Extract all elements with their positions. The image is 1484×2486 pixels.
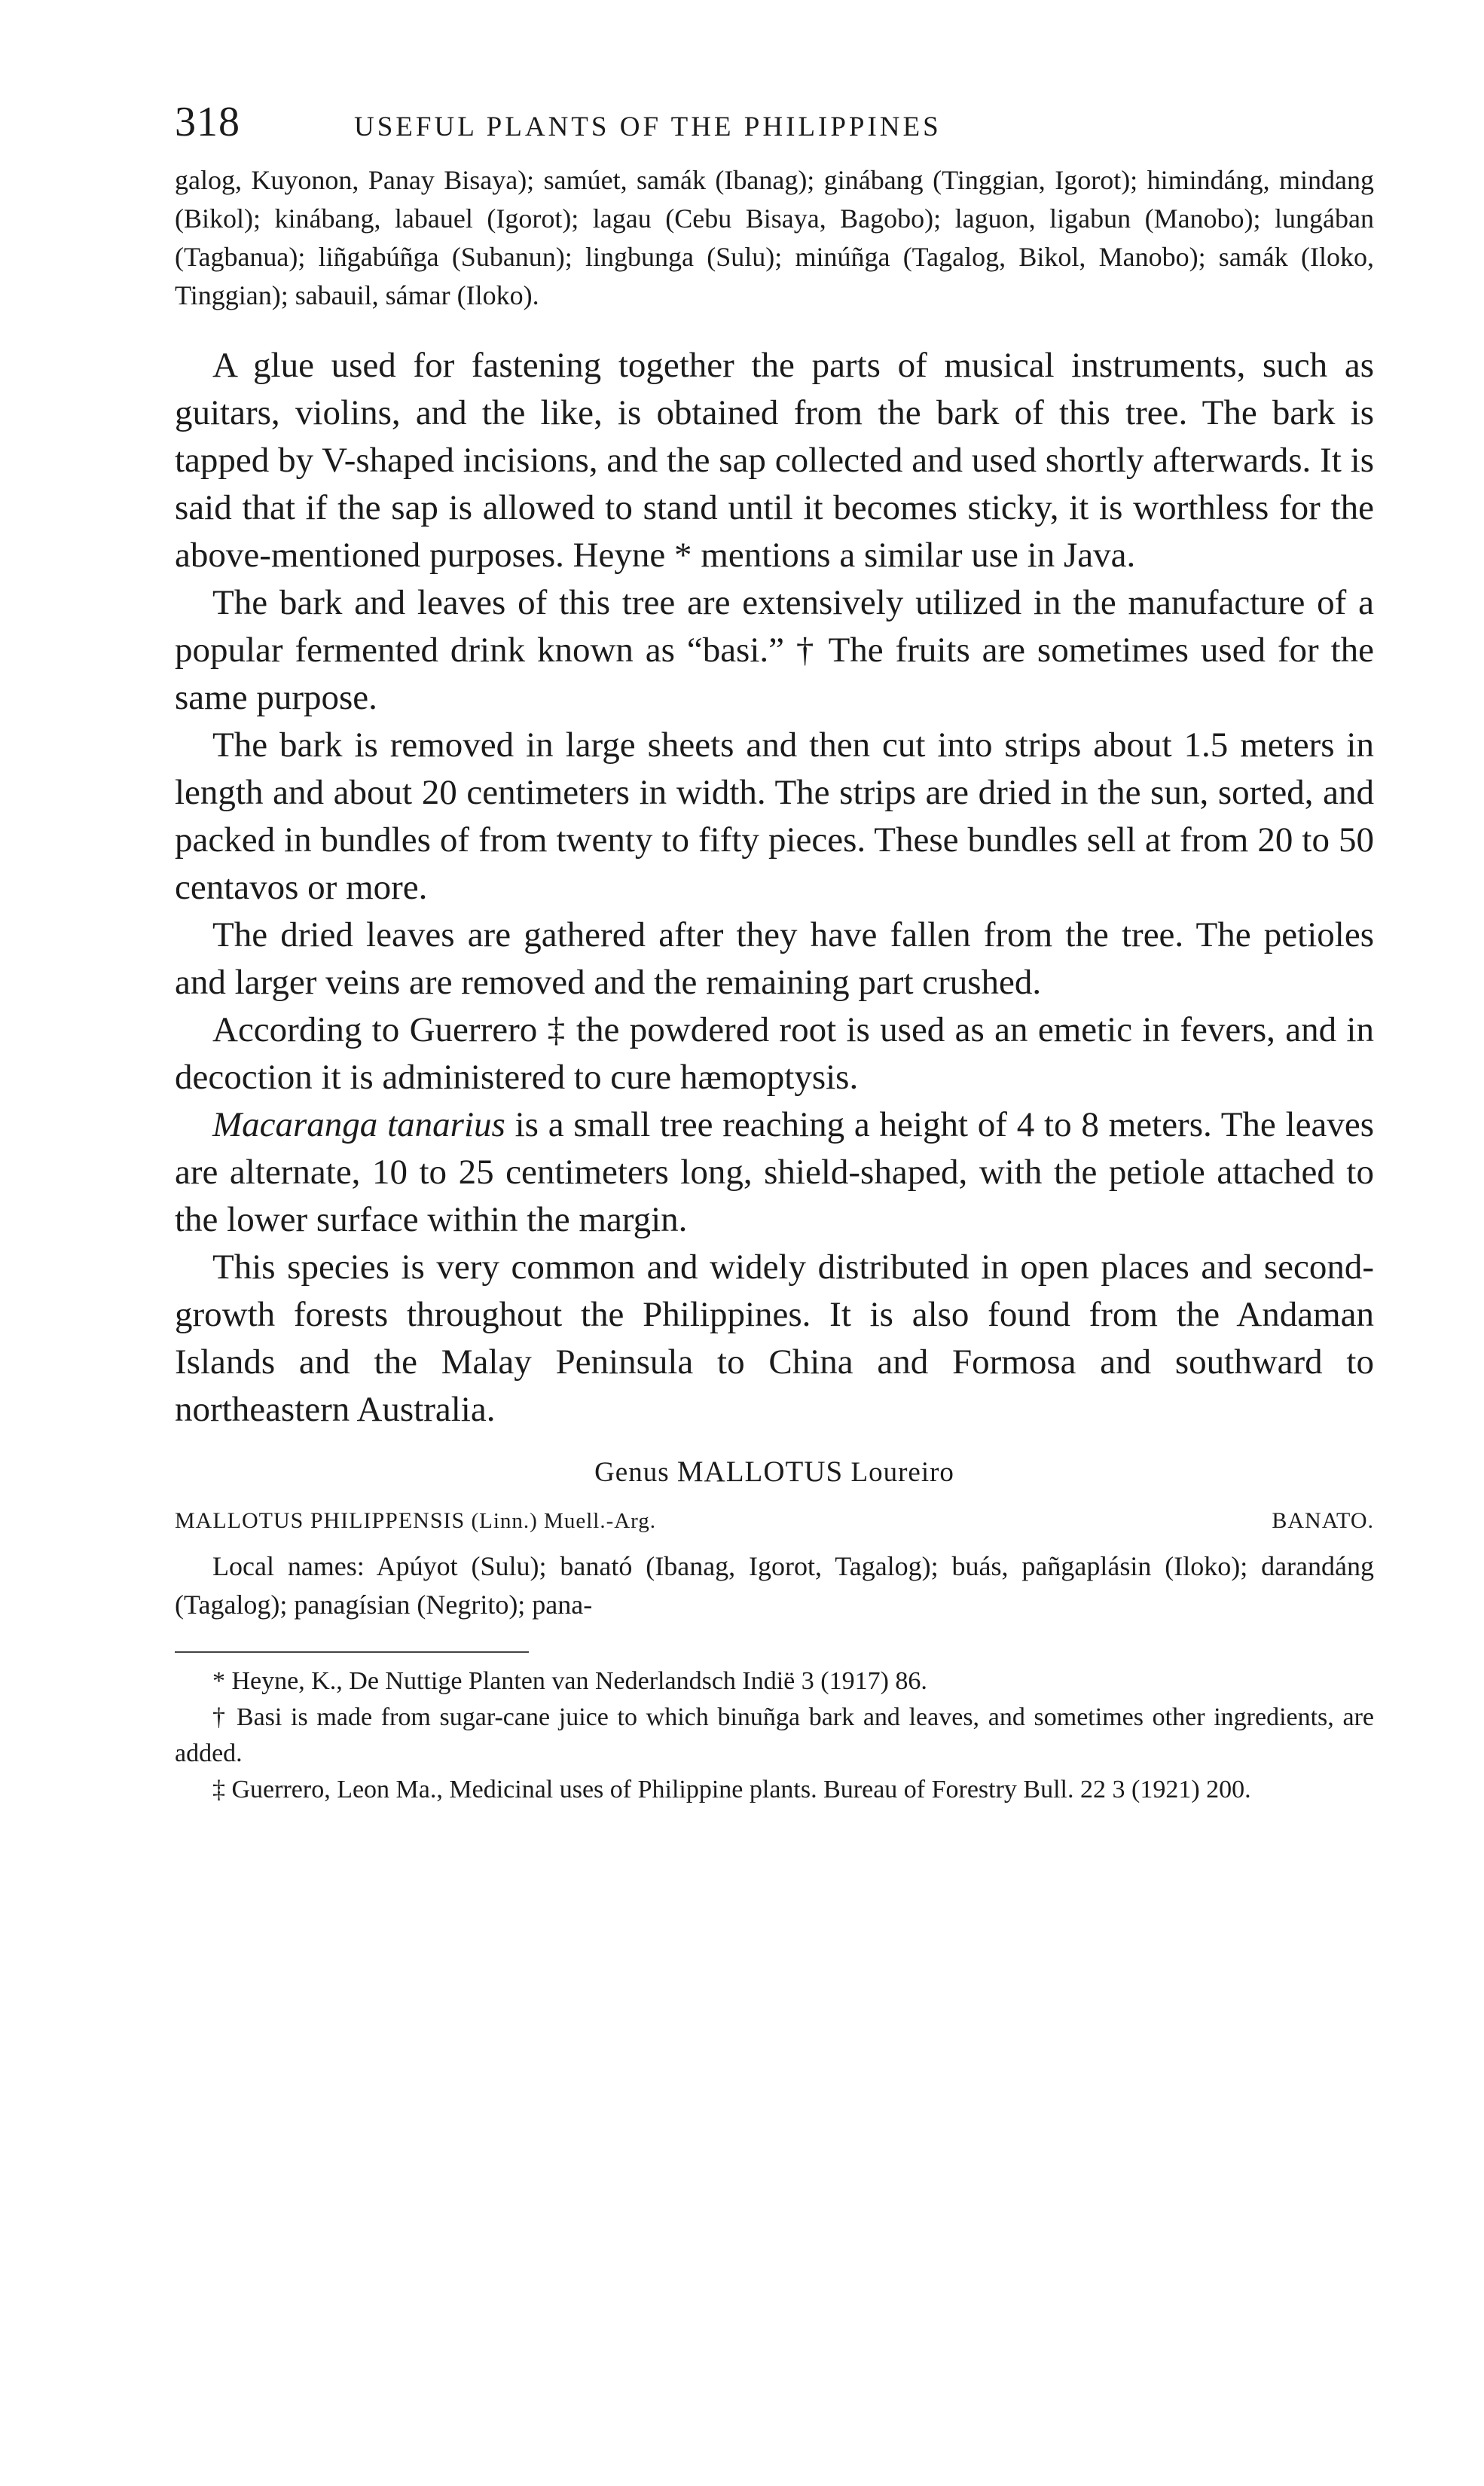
species-author: (Linn.) Muell.-Arg. — [465, 1509, 657, 1533]
local-names-mallotus: Local names: Apúyot (Sulu); banató (Ibanag, Igorot, Tagalog); buás, pañgaplásin (Iloko); darandáng (Tagalog); panagísian (Negrito); pana- — [175, 1551, 1374, 1620]
genus-heading — [175, 1455, 1374, 1489]
species-common-name: BANATO. — [1272, 1508, 1374, 1533]
body-text — [175, 342, 1374, 1434]
footnote-divider — [175, 1651, 529, 1653]
local-names-continuation: galog, Kuyonon, Panay Bisaya); samúet, samák (Ibanag); ginábang (Tinggian, Igorot); himindáng, mindang (Bikol); kinábang, labauel (Igorot); lagau (Cebu Bisaya, Bagobo); laguon, ligabun (Manobo); lungában (Tagbanua); liñgabúñga (Subanun); lingbunga (Sulu); minúñga (Tagalog, Bikol, Manobo); samák (Iloko, Tinggian); sabauil, sámar (Iloko). — [175, 165, 1374, 310]
footnote-basi: † Basi is made from sugar-cane juice to which binuñga bark and leaves, and sometimes other ingredients, are added. — [175, 1703, 1374, 1767]
paragraph-bark-strips: The bark is removed in large sheets and then cut into strips about 1.5 meters in length and about 20 centimeters in width. The strips are dried in the sun, sorted, and packed in bundles of from twenty to fifty pieces. These bundles sell at from 20 to 50 centavos or more. — [175, 725, 1374, 907]
species-heading — [175, 1508, 1374, 1534]
paragraph-guerrero: According to Guerrero ‡ the powdered root is used as an emetic in fevers, and in decoction it is administered to cure hæmoptysis. — [175, 1010, 1374, 1097]
book-page — [175, 98, 1374, 1808]
paragraph-basi: The bark and leaves of this tree are extensively utilized in the manufacture of a popular fermented drink known as “basi.” † The fruits are sometimes used for the same purpose. — [175, 583, 1374, 717]
page-number: 318 — [175, 99, 240, 145]
genus-name: MALLOTUS — [676, 1455, 844, 1488]
species-name-macaranga: Macaranga tanarius — [212, 1105, 505, 1144]
genus-author: Loureiro — [843, 1457, 954, 1488]
paragraph-glue: A glue used for fastening together the parts of musical instruments, such as guitars, violins, and the like, is obtained from the bark of this tree. The bark is tapped by V-shaped incisions, and the sap collected and used shortly afterwards. It is said that if the sap is allowed to stand until it becomes sticky, it is worthless for the above-mentioned purposes. Heyne * mentions a similar use in Java. — [175, 346, 1374, 575]
footnotes — [175, 1663, 1374, 1808]
running-head: USEFUL PLANTS OF THE PHILIPPINES — [354, 111, 942, 142]
paragraph-dried-leaves: The dried leaves are gathered after they have fallen from the tree. The petioles and larger veins are removed and the remaining part crushed. — [175, 915, 1374, 1002]
species-name: MALLOTUS PHILIPPENSIS — [175, 1508, 466, 1533]
species-title — [175, 1508, 656, 1534]
footnote-guerrero: ‡ Guerrero, Leon Ma., Medicinal uses of Philippine plants. Bureau of Forestry Bull. 22 3 (1921) 200. — [212, 1776, 1251, 1803]
macaranga-description: is a small tree reaching a height of 4 to 8 meters. The leaves are alternate, 10 to 25 centimeters long, shield-shaped, with the petiole attached to the lower surface within the margin. — [175, 1105, 1375, 1239]
page-header — [175, 98, 1374, 151]
paragraph-distribution: This species is very common and widely distributed in open places and second-growth forests throughout the Philippines. It is also found from the Andaman Islands and the Malay Peninsula to China and Formosa and southward to northeastern Australia. — [175, 1248, 1374, 1429]
footnote-heyne: * Heyne, K., De Nuttige Planten van Nederlandsch Indië 3 (1917) 86. — [212, 1667, 927, 1695]
paragraph-macaranga — [175, 1101, 1374, 1244]
genus-prefix: Genus — [594, 1457, 677, 1488]
